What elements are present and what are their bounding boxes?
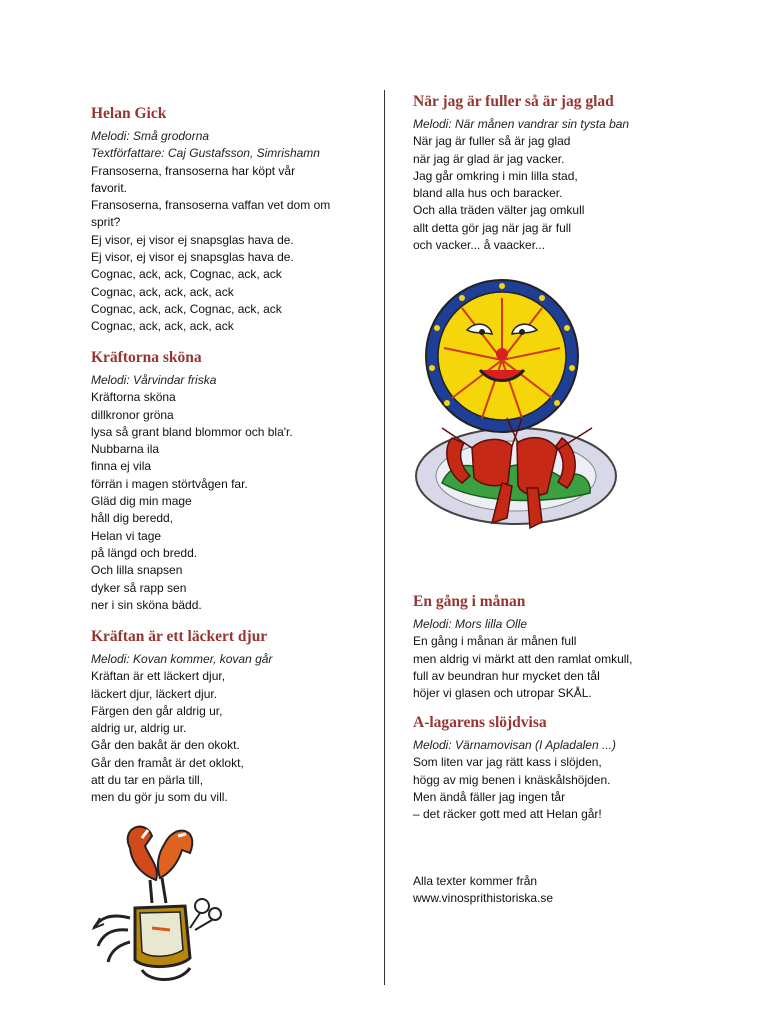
lyric-line: och vacker... å vaacker... (413, 238, 546, 253)
lyric-line: Färgen den går aldrig ur, (91, 703, 223, 718)
lyric-line: Gläd dig min mage (91, 494, 192, 509)
song-nar-jag-ar-fuller (413, 92, 713, 254)
lyric-line: Kräftorna sköna (91, 390, 176, 405)
song-helan-gick (91, 104, 371, 336)
song-author: Textförfattare: Caj Gustafsson, Simrishamn (91, 146, 320, 161)
column-divider (384, 90, 385, 985)
lyric-line: Ej visor, ej visor ej snapsglas hava de. (91, 232, 294, 247)
song-melody: Melodi: Vårvindar friska (91, 373, 217, 387)
lyric-line: Cognac, ack, ack, Cognac, ack, ack (91, 301, 282, 316)
lyric-line: håll dig beredd, (91, 511, 174, 526)
song-title: A-lagarens slöjdvisa (413, 714, 547, 731)
lyric-line: Fransoserna, fransoserna har köpt vår (91, 163, 296, 178)
lyric-line: dyker så rapp sen (91, 580, 187, 595)
lyric-line: Cognac, ack, ack, Cognac, ack, ack (91, 267, 282, 282)
crab-with-glass-illustration (90, 818, 230, 988)
lyric-line: när jag är glad är jag vacker. (413, 151, 565, 166)
song-kraftorna-skona (91, 348, 371, 614)
lyric-line: Och alla träden välter jag omkull (413, 203, 585, 218)
lyric-line: högg av mig benen i knäskålshöjden. (413, 772, 611, 787)
song-melody: Melodi: När månen vandrar sin tysta ban (413, 117, 630, 131)
lyric-line: Går den bakåt är den okokt. (91, 738, 240, 753)
lyric-line: Fransoserna, fransoserna vaffan vet dom om (91, 198, 331, 213)
lyric-line: favorit. (91, 180, 128, 195)
source-url[interactable]: www.vinosprithistoriska.se (413, 891, 554, 906)
lyric-line: Går den framåt är det oklokt, (91, 755, 244, 770)
song-melody: Melodi: Kovan kommer, kovan går (91, 652, 273, 666)
song-melody: Melodi: Små grodorna (91, 129, 210, 143)
lyric-line: men du gör ju som du vill. (91, 790, 228, 805)
lyric-line: lysa så grant bland blommor och bla'r. (91, 424, 293, 439)
song-melody: Melodi: Värnamovisan (I Apladalen ...) (413, 738, 616, 752)
lyric-line: läckert djur, läckert djur. (91, 686, 218, 701)
song-title: När jag är fuller så är jag glad (413, 93, 614, 110)
lyric-line: Som liten var jag rätt kass i slöjden, (413, 755, 602, 770)
song-title: Kräftorna sköna (91, 349, 202, 366)
lyric-line: En gång i månan är månen full (413, 634, 577, 649)
song-melody: Melodi: Mors lilla Olle (413, 617, 528, 631)
song-kraftan-ar-ett-lackert-djur (91, 627, 371, 807)
source-footer (413, 873, 713, 908)
lyric-line: förrän i magen störtvågen far. (91, 476, 248, 491)
song-a-lagarens-slojdvisa (413, 713, 713, 823)
lyric-line: ner i sin sköna bädd. (91, 597, 202, 612)
lyric-line: Cognac, ack, ack, ack, ack (91, 319, 234, 334)
lyric-line: men aldrig vi märkt att den ramlat omkull, (413, 651, 633, 666)
lyric-line: full av beundran hur mycket den tål (413, 668, 600, 683)
lyric-line: allt detta gör jag när jag är full (413, 220, 572, 235)
lyric-line: Och lilla snapsen (91, 563, 183, 578)
lyric-line: Ej visor, ej visor ej snapsglas hava de. (91, 250, 294, 265)
lyric-line: höjer vi glasen och utropar SKÅL. (413, 686, 592, 701)
lyric-line: Cognac, ack, ack, ack, ack (91, 284, 234, 299)
lyric-line: – det räcker gott med att Helan går! (413, 807, 602, 822)
source-label: Alla texter kommer från (413, 874, 538, 888)
song-en-gang-i-manan (413, 592, 713, 702)
lyric-line: på längd och bredd. (91, 545, 198, 560)
lyric-line: sprit? (91, 215, 121, 230)
song-title: Kräftan är ett läckert djur (91, 628, 268, 645)
lyric-line: finna ej vila (91, 459, 152, 474)
song-title: Helan Gick (91, 105, 167, 122)
song-title: En gång i månan (413, 593, 526, 610)
lyric-line: Helan vi tage (91, 528, 162, 543)
lyric-line: Jag går omkring i min lilla stad, (413, 168, 578, 183)
lyric-line: aldrig ur, aldrig ur. (91, 721, 187, 736)
lyric-line: Men ändå fäller jag ingen tår (413, 789, 566, 804)
lyric-line: När jag är fuller så är jag glad (413, 134, 571, 149)
lyric-line: Nubbarna ila (91, 442, 160, 457)
lyric-line: bland alla hus och baracker. (413, 186, 563, 201)
lyric-line: Kräftan är ett läckert djur, (91, 669, 226, 684)
lyric-line: att du tar en pärla till, (91, 773, 204, 788)
lyric-line: dillkronor gröna (91, 407, 174, 422)
moon-face-crayfish-plate-illustration (412, 278, 618, 548)
